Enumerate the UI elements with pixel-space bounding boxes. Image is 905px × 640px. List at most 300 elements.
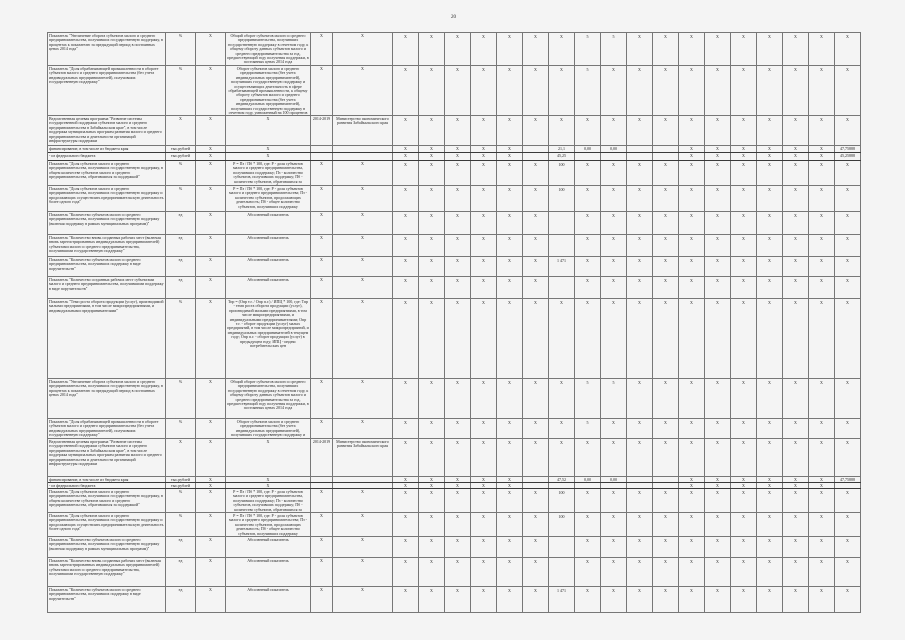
row-term: Х bbox=[311, 537, 333, 557]
row-value: Х bbox=[471, 153, 497, 160]
row-responsible: Х bbox=[333, 537, 393, 557]
row-unit: ед bbox=[166, 277, 196, 298]
row-value: Х bbox=[601, 419, 627, 438]
row-value: Х bbox=[601, 235, 627, 256]
row-value: Х bbox=[523, 116, 549, 145]
row-term bbox=[311, 146, 333, 152]
row-value: Х bbox=[783, 299, 809, 378]
row-method: Абсолютный показатель bbox=[226, 277, 311, 298]
row-value: Х bbox=[809, 212, 835, 234]
row-description: финансирование, в том числе из бюджета края bbox=[48, 146, 166, 152]
row-value: Х bbox=[575, 186, 601, 211]
row-description: Показатель "Количество вновь созданных рабочих мест (включая вновь зарегистрированных индивидуальных предпринимателей) субъектами малого и среднего предпринимательства, получившими государственную поддержку" bbox=[48, 235, 166, 256]
row-value: Х bbox=[809, 146, 835, 152]
row-value: Х bbox=[497, 439, 523, 476]
row-value: Х bbox=[757, 277, 783, 298]
row-value bbox=[523, 153, 549, 160]
table-row bbox=[48, 558, 861, 587]
row-value bbox=[523, 483, 549, 488]
row-value: Х bbox=[471, 419, 497, 438]
row-value: Х bbox=[731, 439, 757, 476]
row-value: Х bbox=[679, 587, 705, 612]
row-value: Х bbox=[679, 439, 705, 476]
row-value: 0,00 bbox=[575, 477, 601, 482]
row-value: Х bbox=[679, 186, 705, 211]
row-value: Х bbox=[497, 419, 523, 438]
row-description: Показатель "Темп роста оборота продукции (услуг), производимой малыми предприятиями, в том числе микропредприятиями, и индивидуальными предпринимателями" bbox=[48, 299, 166, 378]
row-value: Х bbox=[835, 537, 861, 557]
row-value: Х bbox=[627, 33, 653, 65]
row-value: Х bbox=[445, 33, 471, 65]
row-responsible: Х bbox=[333, 558, 393, 586]
row-value: Х bbox=[445, 235, 471, 256]
row-value: Х bbox=[757, 439, 783, 476]
row-value: 5 bbox=[575, 379, 601, 418]
row-coefficient: Х bbox=[196, 513, 226, 536]
row-value: Х bbox=[783, 235, 809, 256]
row-value: Х bbox=[731, 299, 757, 378]
row-value bbox=[549, 558, 575, 586]
row-value: Х bbox=[393, 513, 419, 536]
row-unit: ед bbox=[166, 212, 196, 234]
row-value: Х bbox=[549, 33, 575, 65]
row-value: Х bbox=[705, 257, 731, 276]
row-value bbox=[627, 477, 653, 482]
row-value: Х bbox=[731, 379, 757, 418]
row-value: Х bbox=[523, 212, 549, 234]
table-row bbox=[48, 153, 861, 161]
row-value: Х bbox=[393, 161, 419, 185]
row-value: 0,00 bbox=[575, 146, 601, 152]
row-value: Х bbox=[497, 257, 523, 276]
table-row bbox=[48, 235, 861, 257]
row-value: Х bbox=[653, 419, 679, 438]
row-responsible: Х bbox=[333, 66, 393, 115]
row-value: Х bbox=[705, 66, 731, 115]
row-value: Х bbox=[419, 299, 445, 378]
table-row bbox=[48, 587, 861, 613]
row-term: Х bbox=[311, 257, 333, 276]
row-value: 0,00 bbox=[601, 146, 627, 152]
row-value: Х bbox=[419, 33, 445, 65]
row-value: Х bbox=[809, 537, 835, 557]
row-term: Х bbox=[311, 379, 333, 418]
row-value: Х bbox=[575, 537, 601, 557]
table-row bbox=[48, 66, 861, 116]
row-coefficient: Х bbox=[196, 146, 226, 152]
row-description: Показатель "Количество субъектов малого и среднего предпринимательства, получивших государственную поддержку (включая поддержку в рамках муниципальных программ)" bbox=[48, 212, 166, 234]
page-number: 20 bbox=[451, 15, 456, 20]
row-coefficient: Х bbox=[196, 477, 226, 482]
row-value: Х bbox=[627, 439, 653, 476]
row-value: Х bbox=[783, 439, 809, 476]
table-row bbox=[48, 513, 861, 537]
row-unit: ед bbox=[166, 537, 196, 557]
row-value: Х bbox=[627, 212, 653, 234]
row-value: Х bbox=[705, 439, 731, 476]
row-coefficient: Х bbox=[196, 212, 226, 234]
row-responsible: Х bbox=[333, 379, 393, 418]
row-value: Х bbox=[835, 66, 861, 115]
table-row bbox=[48, 33, 861, 66]
row-value: Х bbox=[497, 161, 523, 185]
row-value: Х bbox=[731, 66, 757, 115]
row-value: Х bbox=[757, 212, 783, 234]
row-description: - из федерального бюджета bbox=[48, 483, 166, 488]
row-value: Х bbox=[627, 513, 653, 536]
row-value: Х bbox=[523, 513, 549, 536]
row-coefficient: Х bbox=[196, 489, 226, 512]
row-value: Х bbox=[731, 483, 757, 488]
row-value: Х bbox=[523, 379, 549, 418]
row-value: Х bbox=[497, 146, 523, 152]
row-coefficient: Х bbox=[196, 587, 226, 612]
row-term: Х bbox=[311, 513, 333, 536]
row-method: Общий оборот субъектов малого и среднего предпринимательства, получивших государственную поддержку в отчетном году, к общему обороту данных субъектов малого и среднего предпринимательства за год, предшествующий году получения поддержки, в постоянных ценах 2014 года bbox=[226, 33, 311, 65]
row-value: Х bbox=[731, 257, 757, 276]
row-value: Х bbox=[627, 277, 653, 298]
row-responsible bbox=[333, 153, 393, 160]
row-method: Тпр = (Опр т.г. / Опр п.г.) / ИПЦ * 100, где: Тпр - темп роста оборота продукции (услуг), производимой малыми предприятиями, в том числе микропредприятиями, и индивидуальными предпринимателями; Опр т.г. - оборот продукции (услуг) малых предприятий, в том числе микропредприятий, и индивидуальных предпринимателей в текущем году; Опр п.г. - оборот продукции (услуг) в предыдущем году; ИПЦ - индекс потребительских цен bbox=[226, 299, 311, 378]
row-value: Х bbox=[653, 66, 679, 115]
row-value: Х bbox=[679, 153, 705, 160]
row-term: Х bbox=[311, 419, 333, 438]
row-description: Показатель "Количество вновь созданных рабочих мест (включая вновь зарегистрированных индивидуальных предпринимателей) субъектами малого и среднего предпринимательства, получившими государственную поддержку" bbox=[48, 558, 166, 586]
row-responsible: Х bbox=[333, 257, 393, 276]
row-value: Х bbox=[601, 439, 627, 476]
row-value: Х bbox=[601, 558, 627, 586]
row-value: Х bbox=[705, 489, 731, 512]
row-value: Х bbox=[601, 186, 627, 211]
row-value: Х bbox=[835, 277, 861, 298]
row-value: Х bbox=[393, 419, 419, 438]
row-value: Х bbox=[393, 116, 419, 145]
row-value: Х bbox=[679, 235, 705, 256]
row-coefficient: Х bbox=[196, 277, 226, 298]
row-value: Х bbox=[835, 419, 861, 438]
row-value: 100 bbox=[549, 186, 575, 211]
row-value: Х bbox=[653, 212, 679, 234]
row-description: Показатель "Доля обрабатывающей промышленности в обороте субъектов малого и среднего предпринимательства (без учета индивидуальных предпринимателей), получивших государственную поддержку" bbox=[48, 66, 166, 115]
row-responsible: Х bbox=[333, 235, 393, 256]
row-value: Х bbox=[393, 212, 419, 234]
row-value bbox=[549, 212, 575, 234]
row-value: Х bbox=[783, 161, 809, 185]
row-value: 0,00 bbox=[601, 477, 627, 482]
row-unit: % bbox=[166, 33, 196, 65]
row-method: Общий оборот субъектов малого и среднего предпринимательства, получивших государственную поддержку в отчетном году, к общему обороту данных субъектов малого и среднего предпринимательства за год, предшествующий году получения поддержки, в постоянных ценах 2014 года bbox=[226, 379, 311, 418]
row-value: Х bbox=[809, 161, 835, 185]
row-term: Х bbox=[311, 66, 333, 115]
row-value: Х bbox=[731, 513, 757, 536]
row-value: Х bbox=[445, 558, 471, 586]
row-value: Х bbox=[783, 477, 809, 482]
row-value: Х bbox=[601, 587, 627, 612]
row-value: Х bbox=[731, 537, 757, 557]
row-coefficient: Х bbox=[196, 483, 226, 488]
row-value: Х bbox=[731, 161, 757, 185]
row-value: Х bbox=[393, 379, 419, 418]
row-value: Х bbox=[471, 186, 497, 211]
row-value: Х bbox=[419, 257, 445, 276]
row-value: Х bbox=[575, 277, 601, 298]
row-term: Х bbox=[311, 33, 333, 65]
row-value: Х bbox=[835, 186, 861, 211]
row-value: Х bbox=[679, 379, 705, 418]
row-method: Абсолютный показатель bbox=[226, 558, 311, 586]
row-value: Х bbox=[601, 257, 627, 276]
row-value: Х bbox=[627, 379, 653, 418]
row-description: Показатель "Доля субъектов малого и среднего предпринимательства, получивших государственную поддержку, в общем количестве субъектов малого и среднего предпринимательства, обратившихся за поддержкой" bbox=[48, 489, 166, 512]
row-description: Показатель "Доля субъектов малого и среднего предпринимательства, получивших государственную поддержку, в общем количестве субъектов малого и среднего предпринимательства, обратившихся за поддержкой" bbox=[48, 161, 166, 185]
row-value: Х bbox=[393, 153, 419, 160]
row-description: Ведомственная целевая программа "Развитие системы государственной поддержки субъектов малого и среднего предпринимательства в Забайкальском крае", в том числе поддержка муниципальных программ развития малого и среднего предпринимательства и деятельности организаций инфраструктуры поддержки bbox=[48, 116, 166, 145]
row-value: Х bbox=[393, 558, 419, 586]
row-value: Х bbox=[705, 379, 731, 418]
row-value: Х bbox=[445, 587, 471, 612]
row-value: Х bbox=[783, 419, 809, 438]
row-value: Х bbox=[497, 277, 523, 298]
row-value: Х bbox=[471, 66, 497, 115]
row-value: Х bbox=[653, 439, 679, 476]
row-value bbox=[627, 153, 653, 160]
row-value: Х bbox=[679, 537, 705, 557]
row-value: Х bbox=[809, 483, 835, 488]
row-value: Х bbox=[575, 212, 601, 234]
row-method: Х bbox=[226, 116, 311, 145]
row-value: Х bbox=[705, 212, 731, 234]
table-row bbox=[48, 212, 861, 235]
row-value bbox=[549, 537, 575, 557]
row-value: Х bbox=[445, 299, 471, 378]
row-value: Х bbox=[731, 587, 757, 612]
row-value: Х bbox=[835, 558, 861, 586]
row-value: Х bbox=[835, 257, 861, 276]
row-value: Х bbox=[497, 558, 523, 586]
row-unit: % bbox=[166, 513, 196, 536]
row-value: Х bbox=[419, 477, 445, 482]
table-row bbox=[48, 379, 861, 419]
row-value: Х bbox=[757, 483, 783, 488]
row-value: Х bbox=[471, 116, 497, 145]
row-value: Х bbox=[497, 186, 523, 211]
row-value: Х bbox=[731, 419, 757, 438]
row-value: Х bbox=[523, 186, 549, 211]
row-value: Х bbox=[419, 146, 445, 152]
row-unit: % bbox=[166, 186, 196, 211]
row-value: Х bbox=[445, 439, 471, 476]
row-method: Абсолютный показатель bbox=[226, 257, 311, 276]
row-value: Х bbox=[809, 477, 835, 482]
row-value: Х bbox=[575, 439, 601, 476]
row-value: Х bbox=[705, 161, 731, 185]
row-value: Х bbox=[783, 489, 809, 512]
row-value: Х bbox=[809, 513, 835, 536]
row-value: Х bbox=[809, 277, 835, 298]
row-value: Х bbox=[471, 379, 497, 418]
row-value: Х bbox=[731, 489, 757, 512]
row-value: Х bbox=[809, 299, 835, 378]
row-value: Х bbox=[419, 513, 445, 536]
row-value: Х bbox=[731, 146, 757, 152]
row-value: Х bbox=[653, 116, 679, 145]
row-value: Х bbox=[809, 66, 835, 115]
row-value: 1 471 bbox=[549, 257, 575, 276]
row-unit: % bbox=[166, 419, 196, 438]
row-term: 2014-2019 bbox=[311, 116, 333, 145]
row-value: Х bbox=[705, 419, 731, 438]
row-description: Показатель "Доля обрабатывающей промышленности в обороте субъектов малого и среднего предпринимательства (без учета индивидуальных предпринимателей), получивших государственную поддержку" bbox=[48, 419, 166, 438]
row-responsible bbox=[333, 477, 393, 482]
row-value: Х bbox=[783, 558, 809, 586]
row-unit: ед bbox=[166, 235, 196, 256]
row-responsible bbox=[333, 146, 393, 152]
row-method: Х bbox=[226, 153, 311, 160]
row-value: Х bbox=[471, 212, 497, 234]
row-method: Абсолютный показатель bbox=[226, 587, 311, 612]
table-row bbox=[48, 537, 861, 558]
row-value: Х bbox=[393, 277, 419, 298]
row-description: Показатель "Увеличение оборота субъектов малого и среднего предпринимательства, получивших государственную поддержку, в процентах к показателю за предыдущий период в постоянных ценах 2014 года" bbox=[48, 33, 166, 65]
row-value bbox=[601, 483, 627, 488]
row-description: Показатель "Количество субъектов малого и среднего предпринимательства, получивших поддержку в виде поручительств" bbox=[48, 587, 166, 612]
row-value: Х bbox=[419, 537, 445, 557]
row-method: Абсолютный показатель bbox=[226, 537, 311, 557]
row-unit: тыс.рублей bbox=[166, 146, 196, 152]
row-value: Х bbox=[679, 558, 705, 586]
row-value: Х bbox=[679, 66, 705, 115]
row-value: Х bbox=[757, 537, 783, 557]
row-coefficient: Х bbox=[196, 153, 226, 160]
row-unit: ед bbox=[166, 558, 196, 586]
row-value: Х bbox=[757, 186, 783, 211]
row-value: Х bbox=[445, 277, 471, 298]
row-value: Х bbox=[575, 489, 601, 512]
row-value: Х bbox=[419, 419, 445, 438]
row-value: Х bbox=[627, 116, 653, 145]
row-value: Х bbox=[523, 537, 549, 557]
row-value: Х bbox=[757, 161, 783, 185]
row-value: Х bbox=[523, 257, 549, 276]
row-value: Х bbox=[523, 33, 549, 65]
table-row bbox=[48, 439, 861, 477]
row-value: 47,75888 bbox=[835, 146, 861, 152]
row-value: Х bbox=[835, 161, 861, 185]
row-method: Р = Пз / Пб * 100, где: Р - доля субъектов малого и среднего предпринимательства; Пз - количество субъектов, продолжающих деятельность; Пб - общее количество субъектов, получивших поддержку bbox=[226, 513, 311, 536]
row-coefficient: Х bbox=[196, 537, 226, 557]
row-value: Х bbox=[445, 379, 471, 418]
row-value: Х bbox=[783, 66, 809, 115]
table-row bbox=[48, 146, 861, 153]
row-value bbox=[653, 483, 679, 488]
row-value: Х bbox=[679, 513, 705, 536]
row-value: Х bbox=[653, 537, 679, 557]
row-value: Х bbox=[497, 116, 523, 145]
row-value: Х bbox=[783, 277, 809, 298]
row-value: Х bbox=[835, 212, 861, 234]
row-value: Х bbox=[419, 277, 445, 298]
row-value: Х bbox=[757, 379, 783, 418]
row-value: Х bbox=[549, 66, 575, 115]
row-value: Х bbox=[601, 116, 627, 145]
row-value: Х bbox=[549, 116, 575, 145]
table-row bbox=[48, 277, 861, 299]
row-value: Х bbox=[471, 161, 497, 185]
row-value: Х bbox=[783, 212, 809, 234]
row-value: Х bbox=[523, 558, 549, 586]
row-value bbox=[627, 146, 653, 152]
row-value: Х bbox=[835, 299, 861, 378]
row-value: Х bbox=[601, 513, 627, 536]
row-term: Х bbox=[311, 277, 333, 298]
row-value: Х bbox=[523, 161, 549, 185]
row-value: Х bbox=[757, 257, 783, 276]
row-unit: % bbox=[166, 379, 196, 418]
row-value: Х bbox=[627, 419, 653, 438]
row-unit: тыс.рублей bbox=[166, 483, 196, 488]
row-value: Х bbox=[653, 235, 679, 256]
row-value: Х bbox=[757, 513, 783, 536]
row-value: Х bbox=[731, 116, 757, 145]
row-value: 47,52 bbox=[549, 477, 575, 482]
row-value: Х bbox=[705, 33, 731, 65]
row-responsible: Министерство экономического развития Забайкальского края bbox=[333, 116, 393, 145]
row-value: Х bbox=[679, 419, 705, 438]
row-unit: % bbox=[166, 161, 196, 185]
row-value: Х bbox=[575, 116, 601, 145]
row-description: Ведомственная целевая программа "Развитие системы государственной поддержки субъектов малого и среднего предпринимательства в Забайкальском крае", в том числе поддержка муниципальных программ развития малого и среднего предпринимательства и деятельности организаций инфраструктуры поддержки bbox=[48, 439, 166, 476]
row-value: Х bbox=[757, 116, 783, 145]
row-value: Х bbox=[445, 513, 471, 536]
row-value: Х bbox=[497, 477, 523, 482]
row-responsible: Х bbox=[333, 277, 393, 298]
row-value: Х bbox=[445, 257, 471, 276]
row-coefficient: Х bbox=[196, 66, 226, 115]
row-term bbox=[311, 483, 333, 488]
row-value: Х bbox=[783, 537, 809, 557]
row-value: Х bbox=[523, 439, 549, 476]
table-row bbox=[48, 489, 861, 513]
row-value: Х bbox=[601, 212, 627, 234]
row-value: Х bbox=[627, 66, 653, 115]
row-value: Х bbox=[549, 299, 575, 378]
row-value bbox=[575, 153, 601, 160]
row-coefficient: Х bbox=[196, 235, 226, 256]
row-method: Р = Пз / Пб * 100, где: Р - доля субъектов малого и среднего предпринимательства, получивших поддержку; Пз - количество субъектов, получивших поддержку; Пб - количество субъектов, обратившихся за bbox=[226, 161, 311, 185]
row-value: 5 bbox=[575, 419, 601, 438]
row-responsible: Х bbox=[333, 212, 393, 234]
row-value: Х bbox=[809, 439, 835, 476]
row-value: Х bbox=[393, 66, 419, 115]
row-value: Х bbox=[497, 587, 523, 612]
row-value: Х bbox=[549, 439, 575, 476]
row-value: Х bbox=[679, 212, 705, 234]
row-coefficient: Х bbox=[196, 419, 226, 438]
row-value: Х bbox=[705, 116, 731, 145]
row-value: Х bbox=[705, 587, 731, 612]
row-value: Х bbox=[627, 587, 653, 612]
row-responsible: Х bbox=[333, 33, 393, 65]
row-value: Х bbox=[705, 146, 731, 152]
row-responsible: Х bbox=[333, 489, 393, 512]
row-value: Х bbox=[445, 537, 471, 557]
row-value: Х bbox=[419, 587, 445, 612]
row-value: Х bbox=[471, 558, 497, 586]
row-value: 45,25 bbox=[549, 153, 575, 160]
row-value: Х bbox=[419, 186, 445, 211]
row-value: Х bbox=[627, 235, 653, 256]
row-value: Х bbox=[757, 587, 783, 612]
